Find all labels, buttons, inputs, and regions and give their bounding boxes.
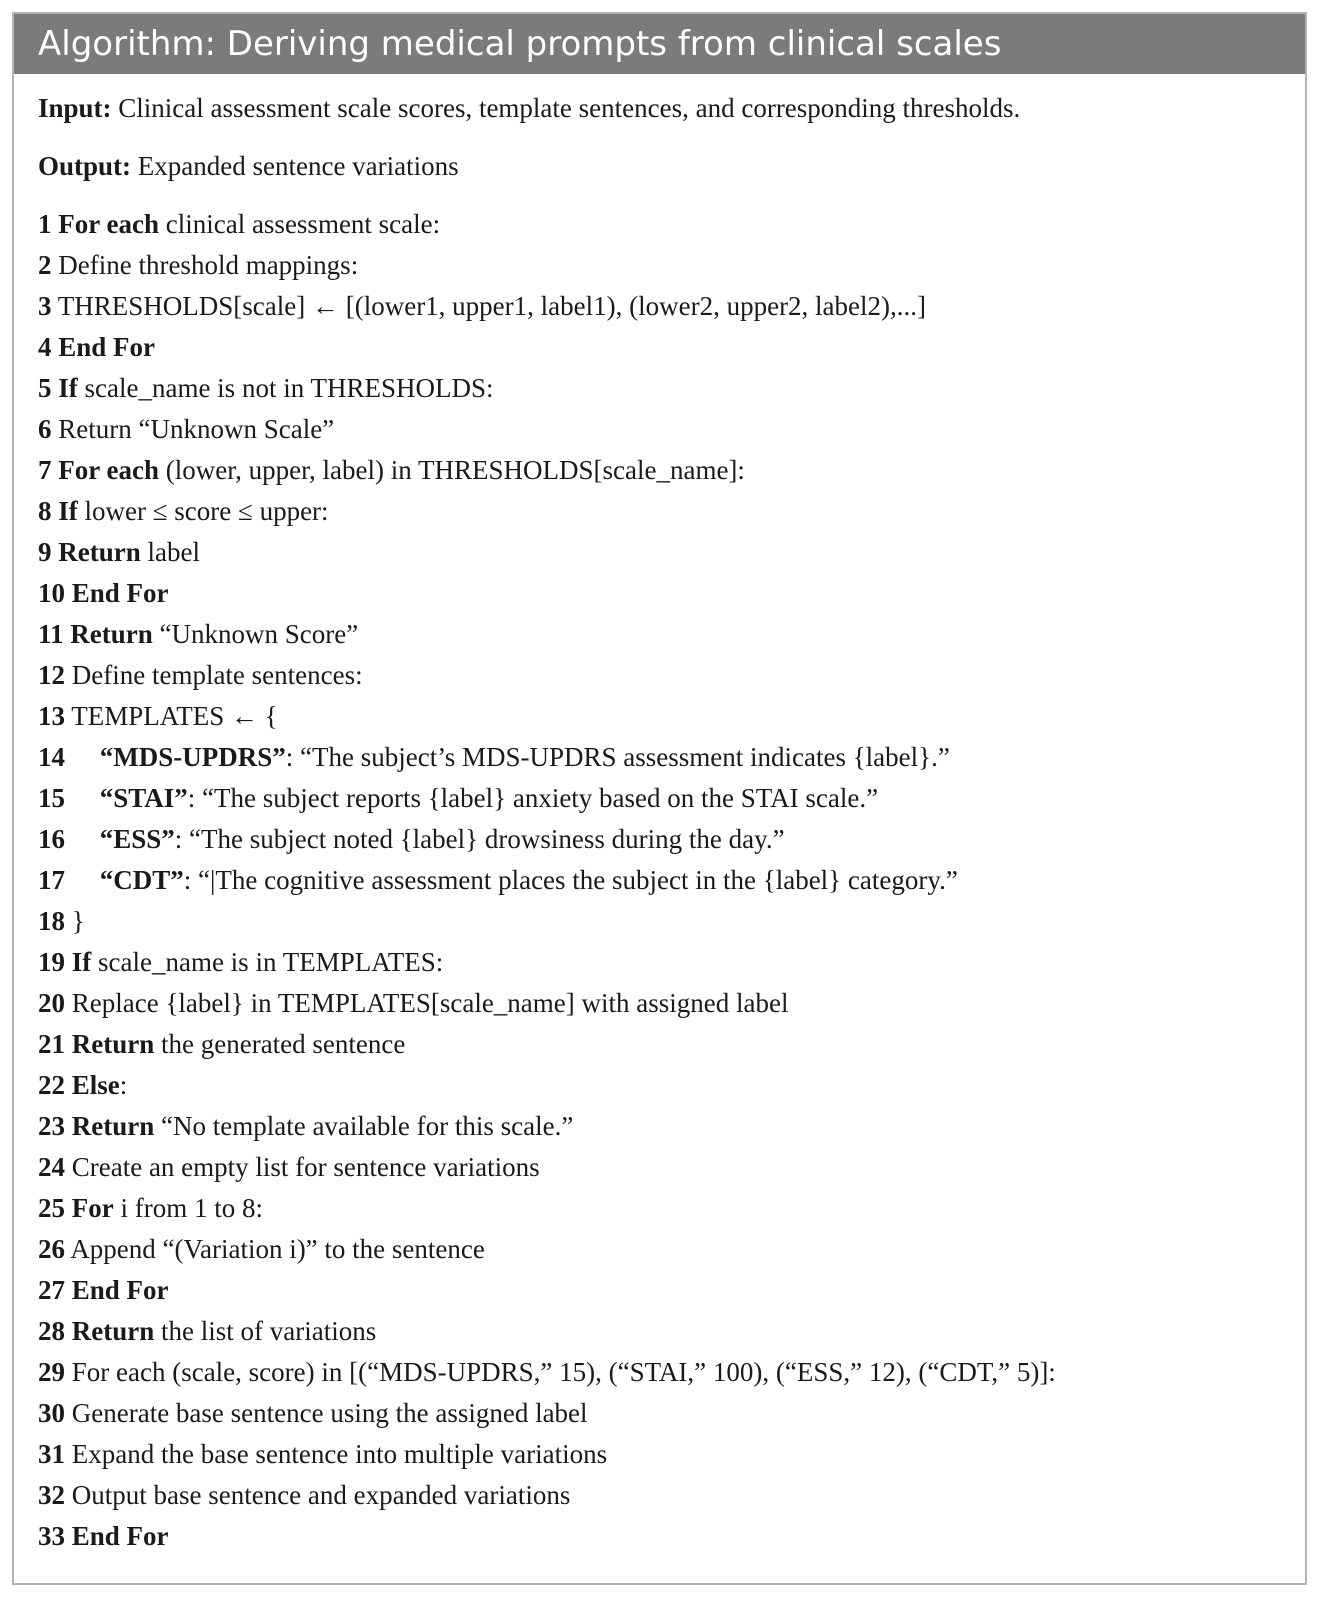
step-number: 4 (38, 332, 52, 362)
algorithm-step (38, 1231, 1281, 1272)
algorithm-step (38, 1108, 1281, 1149)
step-number: 27 (38, 1275, 65, 1305)
step-number: 26 (38, 1234, 65, 1264)
step-keyword: For (71, 1193, 114, 1223)
algorithm-step (38, 206, 1281, 247)
template-key: “STAI” (99, 783, 188, 813)
algorithm-step (38, 493, 1281, 534)
step-text: scale_name is not in THRESHOLDS: (77, 373, 494, 403)
step-number: 16 (38, 824, 65, 854)
step-text: (lower, upper, label) in THRESHOLDS[scale_name]: (158, 455, 745, 485)
input-line (38, 90, 1281, 126)
algorithm-step (38, 616, 1281, 657)
algorithm-step (38, 1354, 1281, 1395)
step-number: 28 (38, 1316, 65, 1346)
algorithm-step (38, 575, 1281, 616)
algorithm-step (38, 1149, 1281, 1190)
step-text: Generate base sentence using the assigned label (71, 1398, 588, 1428)
step-text: the generated sentence (154, 1029, 406, 1059)
step-text: : (119, 1070, 128, 1100)
step-number: 22 (38, 1070, 65, 1100)
algorithm-step (38, 329, 1281, 370)
algorithm-step (38, 944, 1281, 985)
step-text: Create an empty list for sentence variations (71, 1152, 540, 1182)
step-number: 32 (38, 1480, 65, 1510)
algorithm-step (38, 739, 1281, 780)
algorithm-step (38, 1026, 1281, 1067)
step-number: 31 (38, 1439, 65, 1469)
step-number: 8 (38, 496, 52, 526)
step-number: 5 (38, 373, 52, 403)
step-text: label (140, 537, 200, 567)
step-keyword: If (58, 496, 78, 526)
step-keyword: Return (71, 1029, 155, 1059)
step-text: i from 1 to 8: (113, 1193, 263, 1223)
step-text: the list of variations (154, 1316, 377, 1346)
step-text: Return “Unknown Scale” (58, 414, 335, 444)
step-text: : “The subject reports {label} anxiety based on the STAI scale.” (187, 783, 879, 813)
step-keyword: For each (58, 455, 159, 485)
algorithm-step (38, 1272, 1281, 1313)
algorithm-step (38, 534, 1281, 575)
step-number: 17 (38, 865, 65, 895)
algorithm-step (38, 452, 1281, 493)
step-text: Define threshold mappings: (58, 250, 359, 280)
algorithm-step (38, 288, 1281, 329)
step-number: 21 (38, 1029, 65, 1059)
step-text: “No template available for this scale.” (154, 1111, 574, 1141)
step-text: “Unknown Score” (152, 619, 359, 649)
step-text: Append “(Variation i)” to the sentence (70, 1234, 485, 1264)
step-number: 20 (38, 988, 65, 1018)
step-number: 10 (38, 578, 65, 608)
step-list (38, 206, 1281, 1559)
step-number: 6 (38, 414, 52, 444)
algorithm-step (38, 1518, 1281, 1559)
step-number: 25 (38, 1193, 65, 1223)
algorithm-step (38, 1395, 1281, 1436)
step-text: clinical assessment scale: (158, 209, 441, 239)
step-keyword: If (58, 373, 78, 403)
step-text: Replace {label} in TEMPLATES[scale_name] with assigned label (71, 988, 789, 1018)
step-number: 3 (38, 291, 52, 321)
step-text: For each (scale, score) in [(“MDS-UPDRS,” 15), (“STAI,” 100), (“ESS,” 12), (“CDT,” 5)]: (71, 1357, 1056, 1387)
step-text: THRESHOLDS[scale] ← [(lower1, upper1, label1), (lower2, upper2, label2),...] (57, 291, 927, 321)
step-number: 9 (38, 537, 52, 567)
algorithm-body (14, 90, 1305, 1559)
step-keyword: Return (71, 1316, 155, 1346)
algorithm-step (38, 1190, 1281, 1231)
step-number: 23 (38, 1111, 65, 1141)
output-label: Output: (38, 151, 132, 181)
step-keyword: Else (71, 1070, 120, 1100)
step-text: } (71, 906, 85, 936)
step-keyword: End For (71, 578, 169, 608)
algorithm-step (38, 1313, 1281, 1354)
step-number: 14 (38, 742, 65, 772)
algorithm-step (38, 862, 1281, 903)
input-label: Input: (38, 93, 112, 123)
step-keyword: End For (58, 332, 156, 362)
step-number: 29 (38, 1357, 65, 1387)
step-number: 7 (38, 455, 52, 485)
output-text: Expanded sentence variations (131, 151, 459, 181)
step-number: 13 (38, 701, 65, 731)
step-keyword: Return (70, 619, 153, 649)
step-text: scale_name is in TEMPLATES: (91, 947, 444, 977)
algorithm-step (38, 1477, 1281, 1518)
algorithm-step (38, 698, 1281, 739)
step-keyword: End For (71, 1275, 169, 1305)
step-text: : “|The cognitive assessment places the subject in the {label} category.” (183, 865, 958, 895)
algorithm-step (38, 821, 1281, 862)
input-text: Clinical assessment scale scores, template sentences, and corresponding thresholds. (111, 93, 1021, 123)
step-text: lower ≤ score ≤ upper: (77, 496, 329, 526)
algorithm-step (38, 780, 1281, 821)
step-text: Expand the base sentence into multiple variations (71, 1439, 608, 1469)
step-keyword: End For (71, 1521, 169, 1551)
algorithm-box (12, 12, 1307, 1585)
step-number: 33 (38, 1521, 65, 1551)
step-keyword: For each (58, 209, 159, 239)
step-number: 30 (38, 1398, 65, 1428)
algorithm-step (38, 985, 1281, 1026)
algorithm-step (38, 1436, 1281, 1477)
step-number: 1 (38, 209, 52, 239)
step-text: Output base sentence and expanded variations (71, 1480, 571, 1510)
step-number: 24 (38, 1152, 65, 1182)
step-number: 11 (38, 619, 64, 649)
step-text: Define template sentences: (71, 660, 363, 690)
algorithm-step (38, 903, 1281, 944)
step-number: 19 (38, 947, 65, 977)
step-number: 2 (38, 250, 52, 280)
step-number: 15 (38, 783, 65, 813)
algorithm-step (38, 657, 1281, 698)
template-key: “MDS-UPDRS” (99, 742, 286, 772)
step-text: : “The subject noted {label} drowsiness during the day.” (174, 824, 785, 854)
template-key: “CDT” (99, 865, 184, 895)
algorithm-step (38, 370, 1281, 411)
step-keyword: Return (71, 1111, 155, 1141)
template-key: “ESS” (99, 824, 175, 854)
algorithm-step (38, 411, 1281, 452)
step-keyword: If (71, 947, 92, 977)
output-line (38, 148, 1281, 184)
algorithm-title: Algorithm: Deriving medical prompts from clinical scales (14, 14, 1305, 74)
algorithm-step (38, 247, 1281, 288)
step-keyword: Return (58, 537, 141, 567)
step-text: : “The subject’s MDS-UPDRS assessment indicates {label}.” (285, 742, 950, 772)
algorithm-step (38, 1067, 1281, 1108)
step-number: 18 (38, 906, 65, 936)
step-text: TEMPLATES ← { (71, 701, 278, 731)
step-number: 12 (38, 660, 65, 690)
